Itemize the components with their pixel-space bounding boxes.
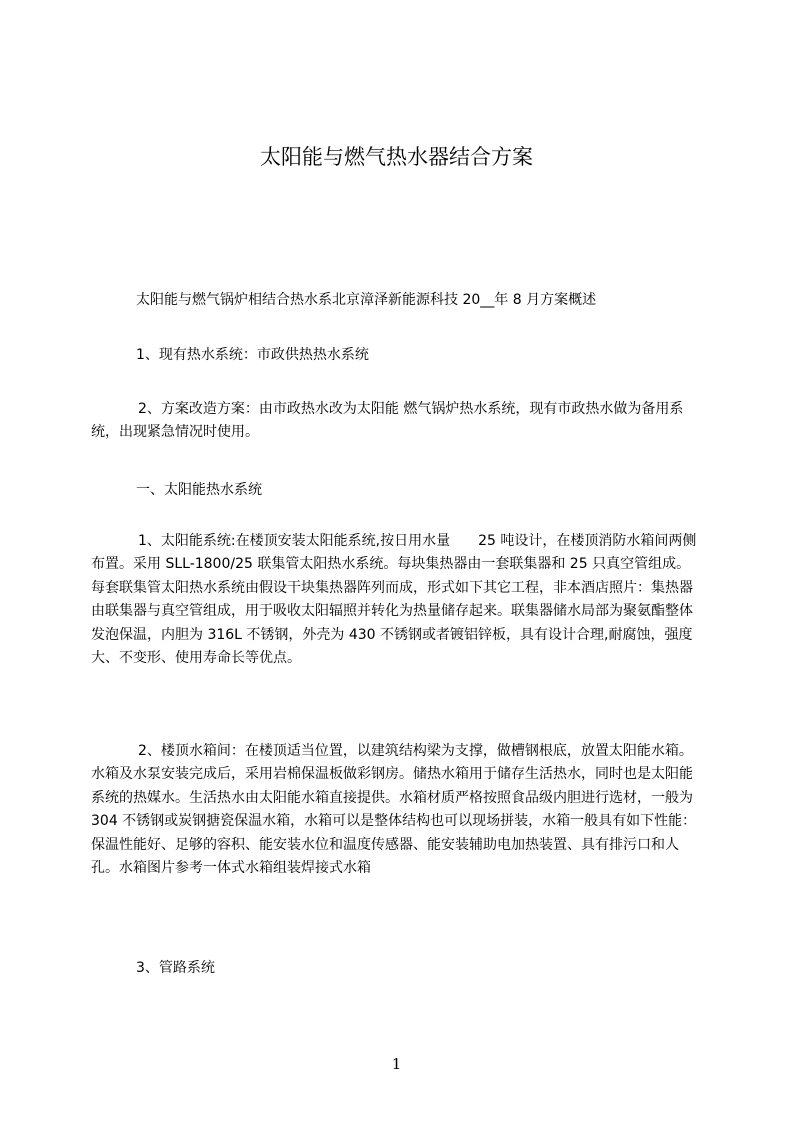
document-title: 太阳能与燃气热水器结合方案	[260, 145, 533, 169]
section-heading-solar-system: 一、太阳能热水系统	[136, 482, 262, 498]
paragraph-piping-system: 3、管路系统	[136, 960, 215, 976]
paragraph-solar-system: 1、太阳能系统:在楼顶安装太阳能系统,按日用水量 25 吨设计，在楼顶消防水箱间两侧布置。采用 SLL-1800/25 联集管太阳热水系统。每块集热器由一套联集器和 25 只真空管组成。每套联集管太阳热水系统由假设干块集热器阵列而成，形式如下其它工程，非本酒店照片：集热器由联集器与真空管组成，用于吸收太阳辐照并转化为热量储存起来。联集器储水局部为聚氨酯整体发泡保温，内胆为 316L 不锈钢，外壳为 430 不锈钢或者镀铝锌板，具有设计合理,耐腐蚀，强度大、不变形、使用寿命长等优点。	[91, 533, 697, 667]
item-existing-system: 1、现有热水系统：市政供热热水系统	[136, 347, 369, 363]
page-number: 1	[391, 1055, 402, 1073]
overview-line: 太阳能与燃气锅炉相结合热水系北京漳泽新能源科技 20__年 8 月方案概述	[136, 292, 597, 308]
paragraph-rooftop-tank-room: 2、楼顶水箱间：在楼顶适当位置，以建筑结构梁为支撑，做槽钢根底，放置太阳能水箱。水箱及水泵安装完成后，采用岩棉保温板做彩钢房。储热水箱用于储存生活热水，同时也是太阳能系统的热媒水。生活热水由太阳能水箱直接提供。水箱材质严格按照食品级内胆进行选材，一般为 304 不锈钢或炭钢搪瓷保温水箱，水箱可以是整体结构也可以现场拼装，水箱一般具有如下性能：保温性能好、足够的容积、能安装水位和温度传感器、能安装辅助电加热装置、具有排污口和人孔。水箱图片参考一体式水箱组装焊接式水箱	[91, 743, 697, 877]
item-renovation-plan: 2、方案改造方案：由市政热水改为太阳能 燃气锅炉热水系统，现有市政热水做为备用系统，出现紧急情况时使用。	[91, 401, 684, 441]
